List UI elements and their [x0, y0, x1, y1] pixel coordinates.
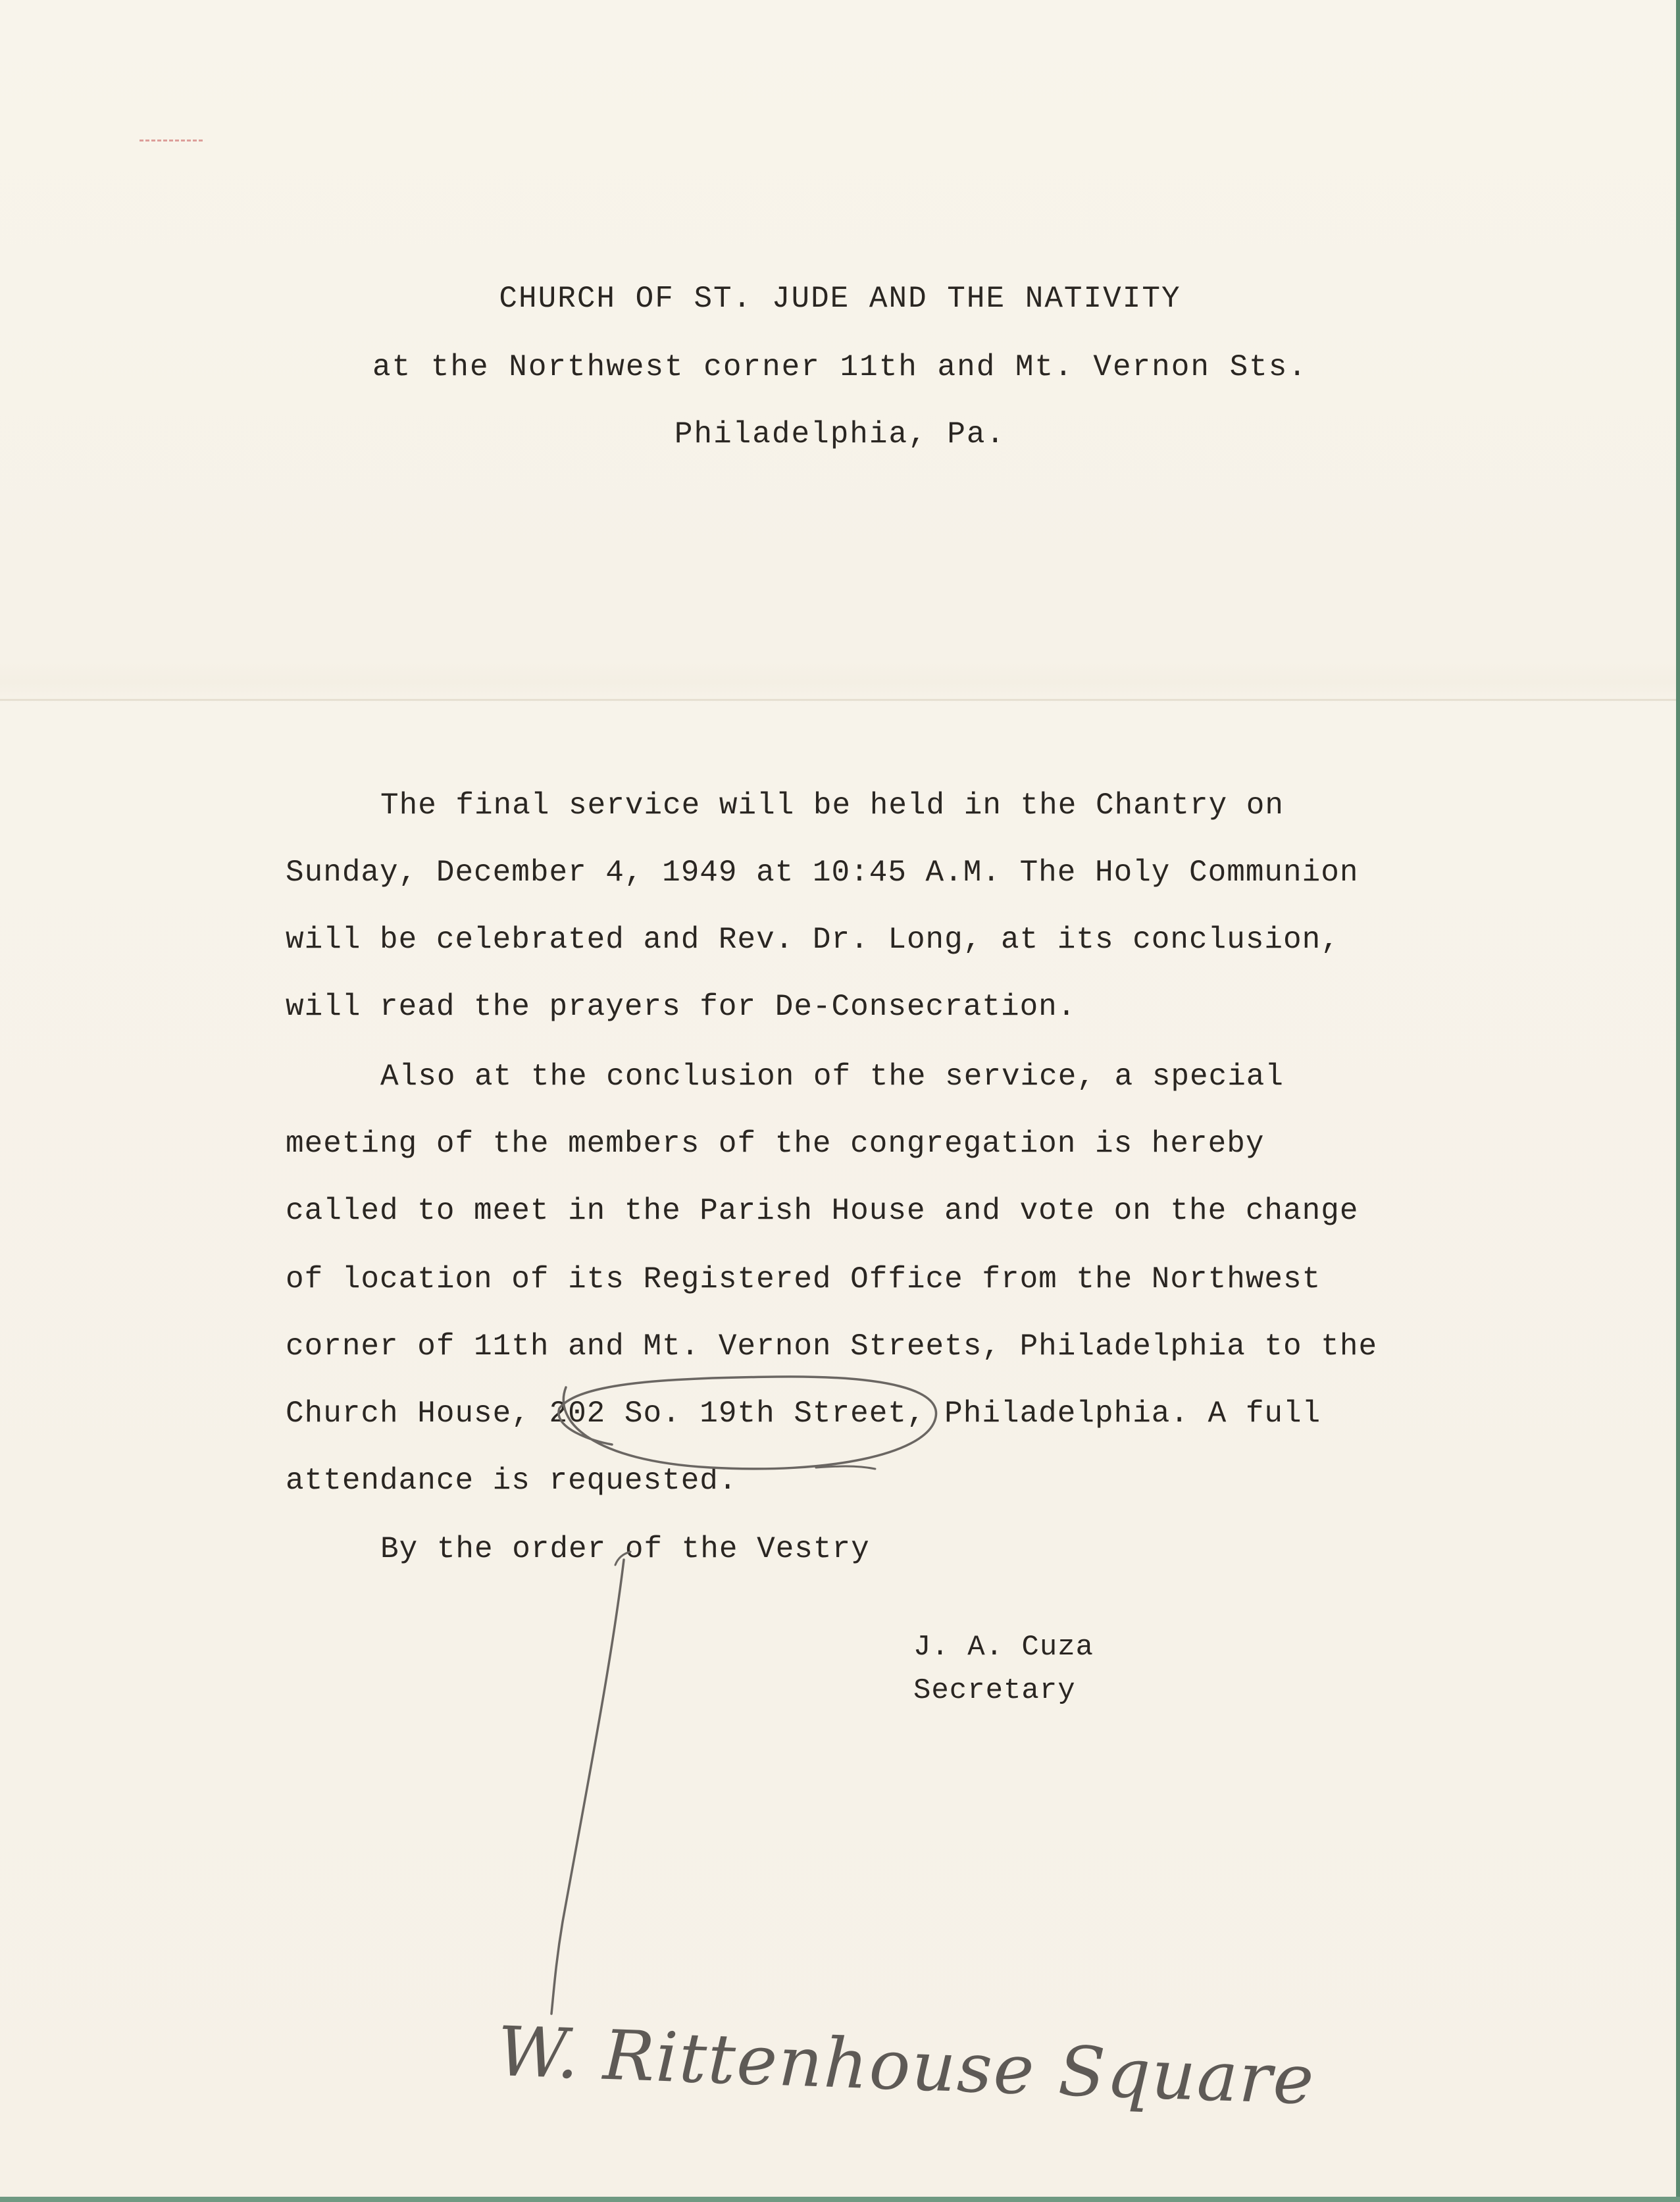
body-line: of location of its Registered Office from the Northwest: [286, 1262, 1321, 1296]
city-line: Philadelphia, Pa.: [674, 417, 1006, 451]
body-line: The final service will be held in the Chantry on: [380, 788, 1285, 823]
body-line: will be celebrated and Rev. Dr. Long, at its conclusion,: [286, 923, 1340, 957]
body-line: corner of 11th and Mt. Vernon Streets, Philadelphia to the: [286, 1329, 1378, 1364]
handwritten-note: W. Rittenhouse Square: [496, 2011, 1317, 2120]
address-circle-tail: [816, 1466, 875, 1469]
stray-mark: [140, 140, 203, 145]
body-line: will read the prayers for De-Consecration.: [286, 990, 1077, 1024]
church-name-heading: CHURCH OF ST. JUDE AND THE NATIVITY: [499, 282, 1181, 316]
body-line: Also at the conclusion of the service, a special: [380, 1060, 1285, 1094]
body-line: attendance is requested.: [286, 1464, 738, 1498]
closing-line: By the order of the Vestry: [380, 1532, 870, 1566]
body-line: Sunday, December 4, 1949 at 10:45 A.M. The Holy Communion: [286, 856, 1359, 890]
page-edge-right: [1676, 0, 1680, 2202]
body-line: called to meet in the Parish House and vote on the change: [286, 1194, 1359, 1228]
annotation-leader-line: [551, 1560, 624, 2014]
body-line: meeting of the members of the congregation is hereby: [286, 1127, 1265, 1161]
signatory-title: Secretary: [913, 1674, 1076, 1707]
signatory-name: J. A. Cuza: [913, 1631, 1094, 1664]
page-edge-bottom: [0, 2197, 1680, 2202]
paper-fold-line: [0, 699, 1680, 701]
church-location-line: at the Northwest corner 11th and Mt. Vernon Sts.: [372, 350, 1308, 384]
body-line: Church House, 202 So. 19th Street, Philadelphia. A full: [286, 1396, 1321, 1431]
